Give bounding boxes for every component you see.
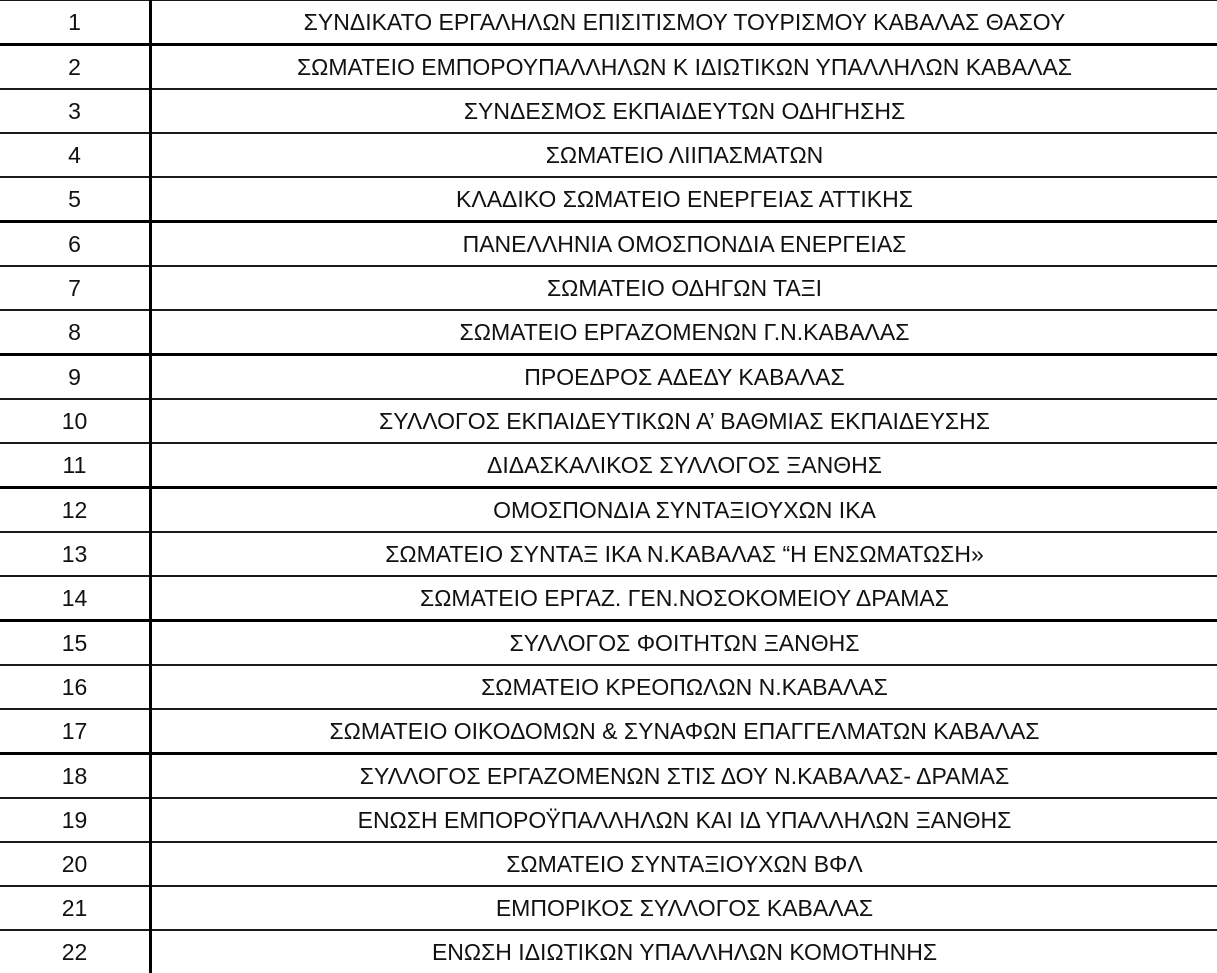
row-number-cell[interactable]: 20 <box>0 842 151 886</box>
organization-name-cell[interactable]: ΣΥΛΛΟΓΟΣ ΦΟΙΤΗΤΩΝ ΞΑΝΘΗΣ <box>151 621 1217 666</box>
table-row <box>0 709 1217 754</box>
table-row <box>0 754 1217 799</box>
table-row <box>0 798 1217 842</box>
organization-name-cell[interactable]: ΣΩΜΑΤΕΙΟ ΛΙΙΠΑΣΜΑΤΩΝ <box>151 133 1217 177</box>
table-row <box>0 266 1217 310</box>
table-row <box>0 177 1217 222</box>
row-number-cell[interactable]: 12 <box>0 488 151 533</box>
row-number-cell[interactable]: 2 <box>0 45 151 90</box>
organization-name-cell[interactable]: ΣΩΜΑΤΕΙΟ ΣΥΝΤΑΞΙΟΥΧΩΝ ΒΦΛ <box>151 842 1217 886</box>
row-number-cell[interactable]: 9 <box>0 355 151 400</box>
row-number-cell[interactable]: 19 <box>0 798 151 842</box>
organization-name-cell[interactable]: ΔΙΔΑΣΚΑΛΙΚΟΣ ΣΥΛΛΟΓΟΣ ΞΑΝΘΗΣ <box>151 443 1217 488</box>
organization-name-cell[interactable]: ΟΜΟΣΠΟΝΔΙΑ ΣΥΝΤΑΞΙΟΥΧΩΝ ΙΚΑ <box>151 488 1217 533</box>
organization-name-cell[interactable]: ΣΩΜΑΤΕΙΟ ΟΔΗΓΩΝ ΤΑΞΙ <box>151 266 1217 310</box>
organization-name-cell[interactable]: ΕΝΩΣΗ ΕΜΠΟΡΟΫΠΑΛΛΗΛΩΝ ΚΑΙ ΙΔ ΥΠΑΛΛΗΛΩΝ ΞΑΝΘΗΣ <box>151 798 1217 842</box>
row-number-cell[interactable]: 11 <box>0 443 151 488</box>
organization-name-cell[interactable]: ΣΥΝΔΙΚΑΤΟ ΕΡΓΑΛΗΛΩΝ ΕΠΙΣΙΤΙΣΜΟΥ ΤΟΥΡΙΣΜΟΥ ΚΑΒΑΛΑΣ ΘΑΣΟΥ <box>151 0 1217 45</box>
table-row <box>0 133 1217 177</box>
organization-name-cell[interactable]: ΣΥΛΛΟΓΟΣ ΕΚΠΑΙΔΕΥΤΙΚΩΝ Α’ ΒΑΘΜΙΑΣ ΕΚΠΑΙΔΕΥΣΗΣ <box>151 399 1217 443</box>
row-number-cell[interactable]: 17 <box>0 709 151 754</box>
organization-name-cell[interactable]: ΣΥΛΛΟΓΟΣ ΕΡΓΑΖΟΜΕΝΩΝ ΣΤΙΣ ΔΟΥ Ν.ΚΑΒΑΛΑΣ- ΔΡΑΜΑΣ <box>151 754 1217 799</box>
organization-name-cell[interactable]: ΣΩΜΑΤΕΙΟ ΟΙΚΟΔΟΜΩΝ & ΣΥΝΑΦΩΝ ΕΠΑΓΓΕΛΜΑΤΩΝ ΚΑΒΑΛΑΣ <box>151 709 1217 754</box>
table-row <box>0 886 1217 930</box>
organization-name-cell[interactable]: ΣΩΜΑΤΕΙΟ ΚΡΕΟΠΩΛΩΝ Ν.ΚΑΒΑΛΑΣ <box>151 665 1217 709</box>
organization-name-cell[interactable]: ΣΩΜΑΤΕΙΟ ΕΡΓΑΖ. ΓΕΝ.ΝΟΣΟΚΟΜΕΙΟΥ ΔΡΑΜΑΣ <box>151 576 1217 621</box>
row-number-cell[interactable]: 5 <box>0 177 151 222</box>
table-row <box>0 222 1217 267</box>
table-row <box>0 310 1217 355</box>
table-row <box>0 576 1217 621</box>
row-number-cell[interactable]: 8 <box>0 310 151 355</box>
row-number-cell[interactable]: 16 <box>0 665 151 709</box>
row-number-cell[interactable]: 1 <box>0 0 151 45</box>
row-number-cell[interactable]: 4 <box>0 133 151 177</box>
row-number-cell[interactable]: 15 <box>0 621 151 666</box>
table-row <box>0 45 1217 90</box>
table-row <box>0 488 1217 533</box>
table-row <box>0 665 1217 709</box>
row-number-cell[interactable]: 14 <box>0 576 151 621</box>
row-number-cell[interactable]: 18 <box>0 754 151 799</box>
organization-name-cell[interactable]: ΠΡΟΕΔΡΟΣ ΑΔΕΔΥ ΚΑΒΑΛΑΣ <box>151 355 1217 400</box>
row-number-cell[interactable]: 22 <box>0 930 151 973</box>
row-number-cell[interactable]: 3 <box>0 89 151 133</box>
organization-name-cell[interactable]: ΠΑΝΕΛΛΗΝΙΑ ΟΜΟΣΠΟΝΔΙΑ ΕΝΕΡΓΕΙΑΣ <box>151 222 1217 267</box>
table-row <box>0 89 1217 133</box>
row-number-cell[interactable]: 21 <box>0 886 151 930</box>
row-number-cell[interactable]: 10 <box>0 399 151 443</box>
organization-name-cell[interactable]: ΣΩΜΑΤΕΙΟ ΕΡΓΑΖΟΜΕΝΩΝ Γ.Ν.ΚΑΒΑΛΑΣ <box>151 310 1217 355</box>
table-row <box>0 399 1217 443</box>
organization-name-cell[interactable]: ΚΛΑΔΙΚΟ ΣΩΜΑΤΕΙΟ ΕΝΕΡΓΕΙΑΣ ΑΤΤΙΚΗΣ <box>151 177 1217 222</box>
table-row <box>0 621 1217 666</box>
table-row <box>0 842 1217 886</box>
organization-name-cell[interactable]: ΣΩΜΑΤΕΙΟ ΕΜΠΟΡΟΥΠΑΛΛΗΛΩΝ Κ ΙΔΙΩΤΙΚΩΝ ΥΠΑΛΛΗΛΩΝ ΚΑΒΑΛΑΣ <box>151 45 1217 90</box>
row-number-cell[interactable]: 7 <box>0 266 151 310</box>
organization-name-cell[interactable]: ΣΥΝΔΕΣΜΟΣ ΕΚΠΑΙΔΕΥΤΩΝ ΟΔΗΓΗΣΗΣ <box>151 89 1217 133</box>
table-row <box>0 532 1217 576</box>
table-row <box>0 355 1217 400</box>
organization-name-cell[interactable]: ΕΜΠΟΡΙΚΟΣ ΣΥΛΛΟΓΟΣ ΚΑΒΑΛΑΣ <box>151 886 1217 930</box>
table-row <box>0 930 1217 973</box>
row-number-cell[interactable]: 13 <box>0 532 151 576</box>
table-row <box>0 0 1217 45</box>
table-row <box>0 443 1217 488</box>
organization-name-cell[interactable]: ΣΩΜΑΤΕΙΟ ΣΥΝΤΑΞ ΙΚΑ Ν.ΚΑΒΑΛΑΣ “Η ΕΝΣΩΜΑΤΩΣΗ» <box>151 532 1217 576</box>
organization-name-cell[interactable]: ΕΝΩΣΗ ΙΔΙΩΤΙΚΩΝ ΥΠΑΛΛΗΛΩΝ ΚΟΜΟΤΗΝΗΣ <box>151 930 1217 973</box>
row-number-cell[interactable]: 6 <box>0 222 151 267</box>
